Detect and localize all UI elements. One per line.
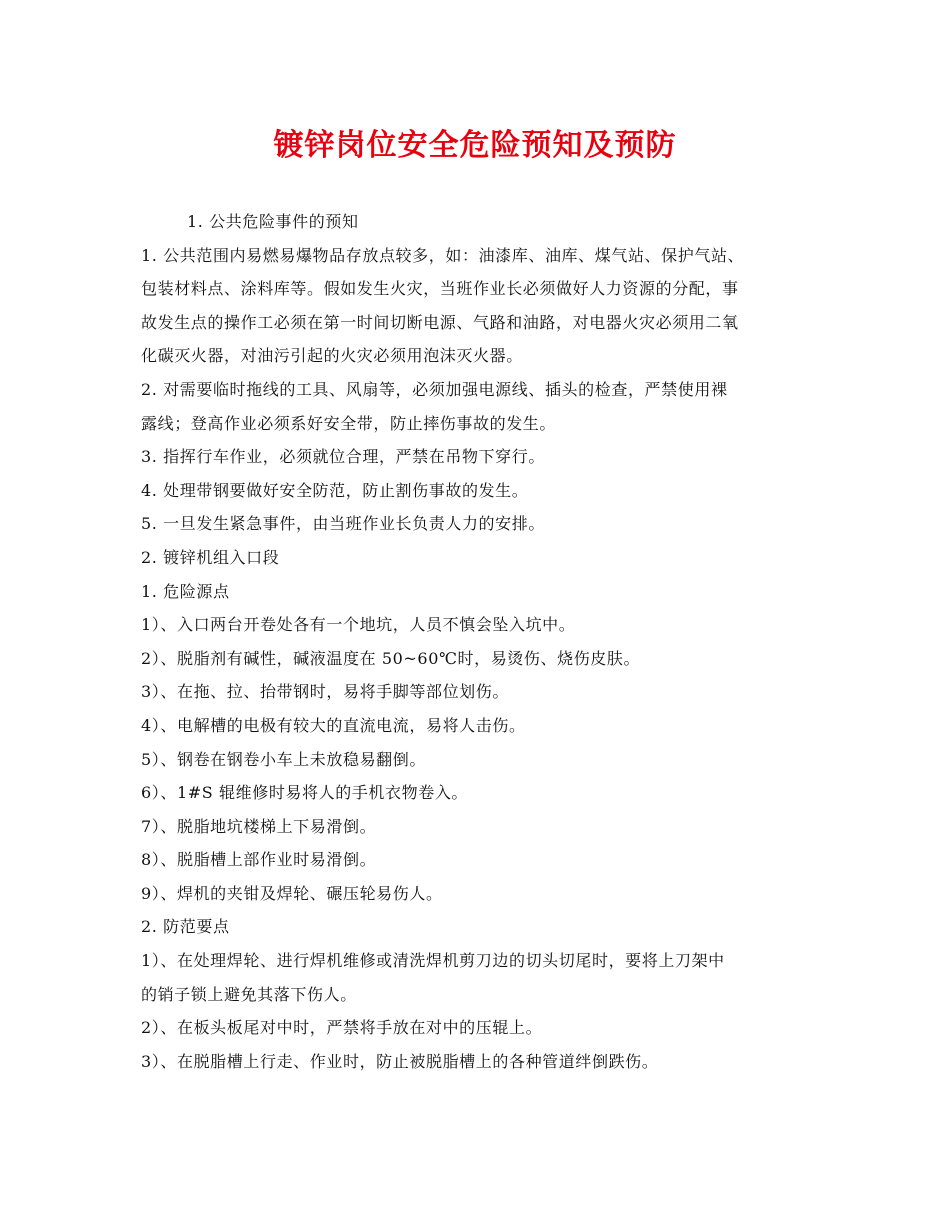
- paragraph-line: 包装材料点、涂料库等。假如发生火灾，当班作业长必须做好人力资源的分配，事: [141, 279, 739, 299]
- subsection-heading: 2. 防范要点: [141, 917, 230, 937]
- list-item: 6）、1#S 辊维修时易将人的手机衣物卷入。: [141, 783, 469, 803]
- list-item: 的销子锁上避免其落下伤人。: [141, 984, 357, 1004]
- paragraph-line: 5. 一旦发生紧急事件，由当班作业长负责人力的安排。: [141, 514, 545, 534]
- list-item: 3）、在拖、拉、抬带钢时，易将手脚等部位划伤。: [141, 682, 509, 702]
- subsection-heading: 1. 危险源点: [141, 581, 230, 601]
- paragraph-line: 1. 公共范围内易燃易爆物品存放点较多，如：油漆库、油库、煤气站、保护气站、: [141, 245, 745, 265]
- list-item: 2）、脱脂剂有碱性，碱液温度在 50~60℃时，易烫伤、烧伤皮肤。: [141, 648, 641, 668]
- paragraph-line: 故发生点的操作工必须在第一时间切断电源、气路和油路，对电器火灾必须用二氧: [141, 312, 739, 332]
- list-item: 5）、钢卷在钢卷小车上未放稳易翻倒。: [141, 749, 426, 769]
- paragraph-line: 化碳灭火器，对油污引起的火灾必须用泡沫灭火器。: [141, 346, 523, 366]
- section-heading: 1. 公共危险事件的预知: [187, 212, 359, 231]
- list-item: 8）、脱脂槽上部作业时易滑倒。: [141, 850, 377, 870]
- list-item: 3）、在脱脂槽上行走、作业时，防止被脱脂槽上的各种管道绊倒跌伤。: [141, 1051, 659, 1071]
- list-item: 1）、在处理焊轮、进行焊机维修或清洗焊机剪刀边的切头切尾时，要将上刀架中: [141, 951, 725, 971]
- list-item: 4）、电解槽的电极有较大的直流电流，易将人击伤。: [141, 715, 526, 735]
- list-item: 2）、在板头板尾对中时，严禁将手放在对中的压辊上。: [141, 1018, 543, 1038]
- list-item: 1）、入口两台开卷处各有一个地坑，人员不慎会坠入坑中。: [141, 615, 576, 635]
- paragraph-line: 露线；登高作业必须系好安全带，防止摔伤事故的发生。: [141, 413, 557, 433]
- section-heading: 2. 镀锌机组入口段: [141, 547, 280, 567]
- document-title: 镀锌岗位安全危险预知及预防: [273, 128, 677, 163]
- paragraph-line: 2. 对需要临时拖线的工具、风扇等，必须加强电源线、插头的检查，严禁使用裸: [141, 379, 728, 399]
- paragraph-line: 4. 处理带钢要做好安全防范，防止割伤事故的发生。: [141, 480, 529, 500]
- document-body: [141, 205, 821, 1078]
- paragraph-line: 3. 指挥行车作业，必须就位合理，严禁在吊物下穿行。: [141, 447, 545, 467]
- list-item: 9）、焊机的夹钳及焊轮、碾压轮易伤人。: [141, 883, 443, 903]
- list-item: 7）、脱脂地坑楼梯上下易滑倒。: [141, 816, 377, 836]
